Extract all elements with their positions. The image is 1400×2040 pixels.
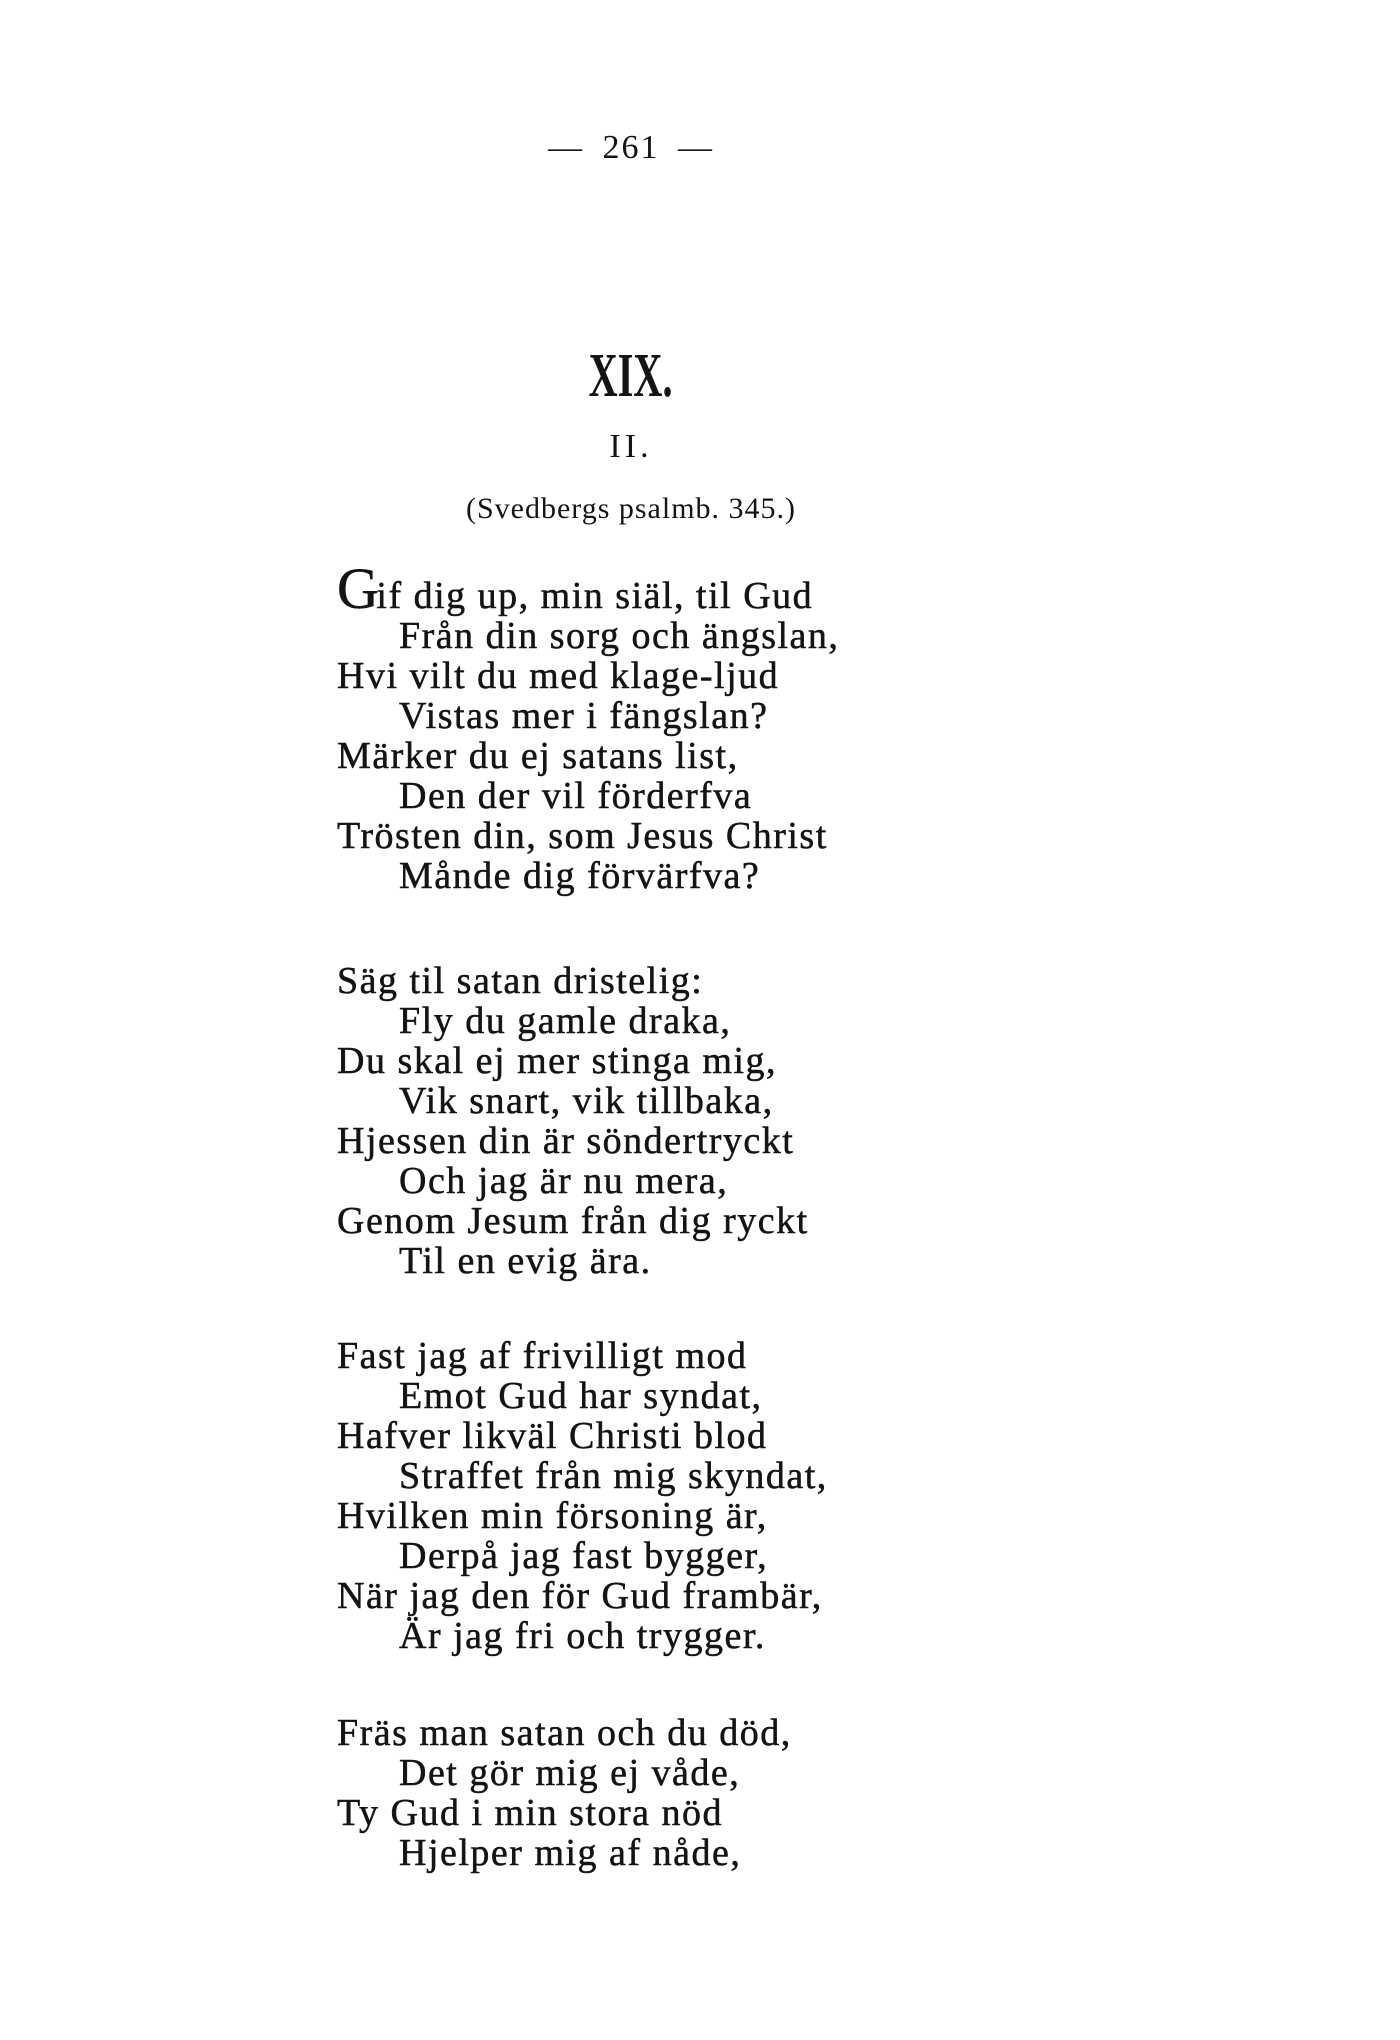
hymn-number-text: XIX. [589,342,673,410]
page-number: — 261 — [548,129,714,166]
stanza-3-line-2: Emot Gud har syndat, [399,1375,763,1417]
stanza-1 [337,556,1097,897]
stanza-2-line-1: Säg til satan dristelig: [337,960,704,1002]
stanza-3 [337,1336,1097,1656]
stanza-3-line-8: Är jag fri och trygger. [399,1615,766,1657]
stanza-4-line-3: Ty Gud i min stora nöd [337,1792,724,1834]
stanza-3-line-6: Derpå jag fast bygger, [399,1535,769,1577]
stanza-3-line-3: Hafver likväl Christi blod [337,1415,768,1457]
stanza-2-line-8: Til en evig ära. [399,1240,652,1282]
stanza-1-line-1: Gif dig up, min siäl, til Gud [337,556,814,621]
stanza-3-line-4: Straffet från mig skyndat, [399,1455,828,1497]
stanza-4-line-4: Hjelper mig af nåde, [399,1832,742,1874]
stanza-1-line-6: Den der vil förderfva [399,775,753,817]
stanza-1-line-2: Från din sorg och ängslan, [399,615,840,657]
stanza-2-line-2: Fly du gamle draka, [399,1000,732,1042]
stanza-3-line-7: När jag den för Gud frambär, [337,1575,823,1617]
stanza-2 [337,961,1097,1281]
stanza-1-line-4: Vistas mer i fängslan? [399,695,769,737]
stanza-2-line-4: Vik snart, vik tillbaka, [399,1080,774,1122]
stanza-1-line-8: Månde dig förvärfva? [399,855,761,897]
stanza-4-line-2: Det gör mig ej våde, [399,1752,741,1794]
stanza-1-line-5: Märker du ej satans list, [337,735,739,777]
stanza-4 [337,1713,1097,1873]
part-number: II. [609,428,653,465]
stanza-4-line-1: Fräs man satan och du död, [337,1712,792,1754]
hymn-number [331,341,931,411]
stanza-2-line-6: Och jag är nu mera, [399,1160,729,1202]
stanza-1-line-7: Trösten din, som Jesus Christ [337,815,828,857]
stanza-2-line-5: Hjessen din är söndertryckt [337,1120,795,1162]
stanza-2-line-7: Genom Jesum från dig ryckt [337,1200,809,1242]
source-note: (Svedbergs psalmb. 345.) [465,492,797,525]
stanza-3-line-5: Hvilken min försoning är, [337,1495,768,1537]
stanza-3-line-1: Fast jag af frivilligt mod [337,1335,748,1377]
stanza-1-line-3: Hvi vilt du med klage-ljud [337,655,780,697]
stanza-2-line-3: Du skal ej mer stinga mig, [337,1040,778,1082]
